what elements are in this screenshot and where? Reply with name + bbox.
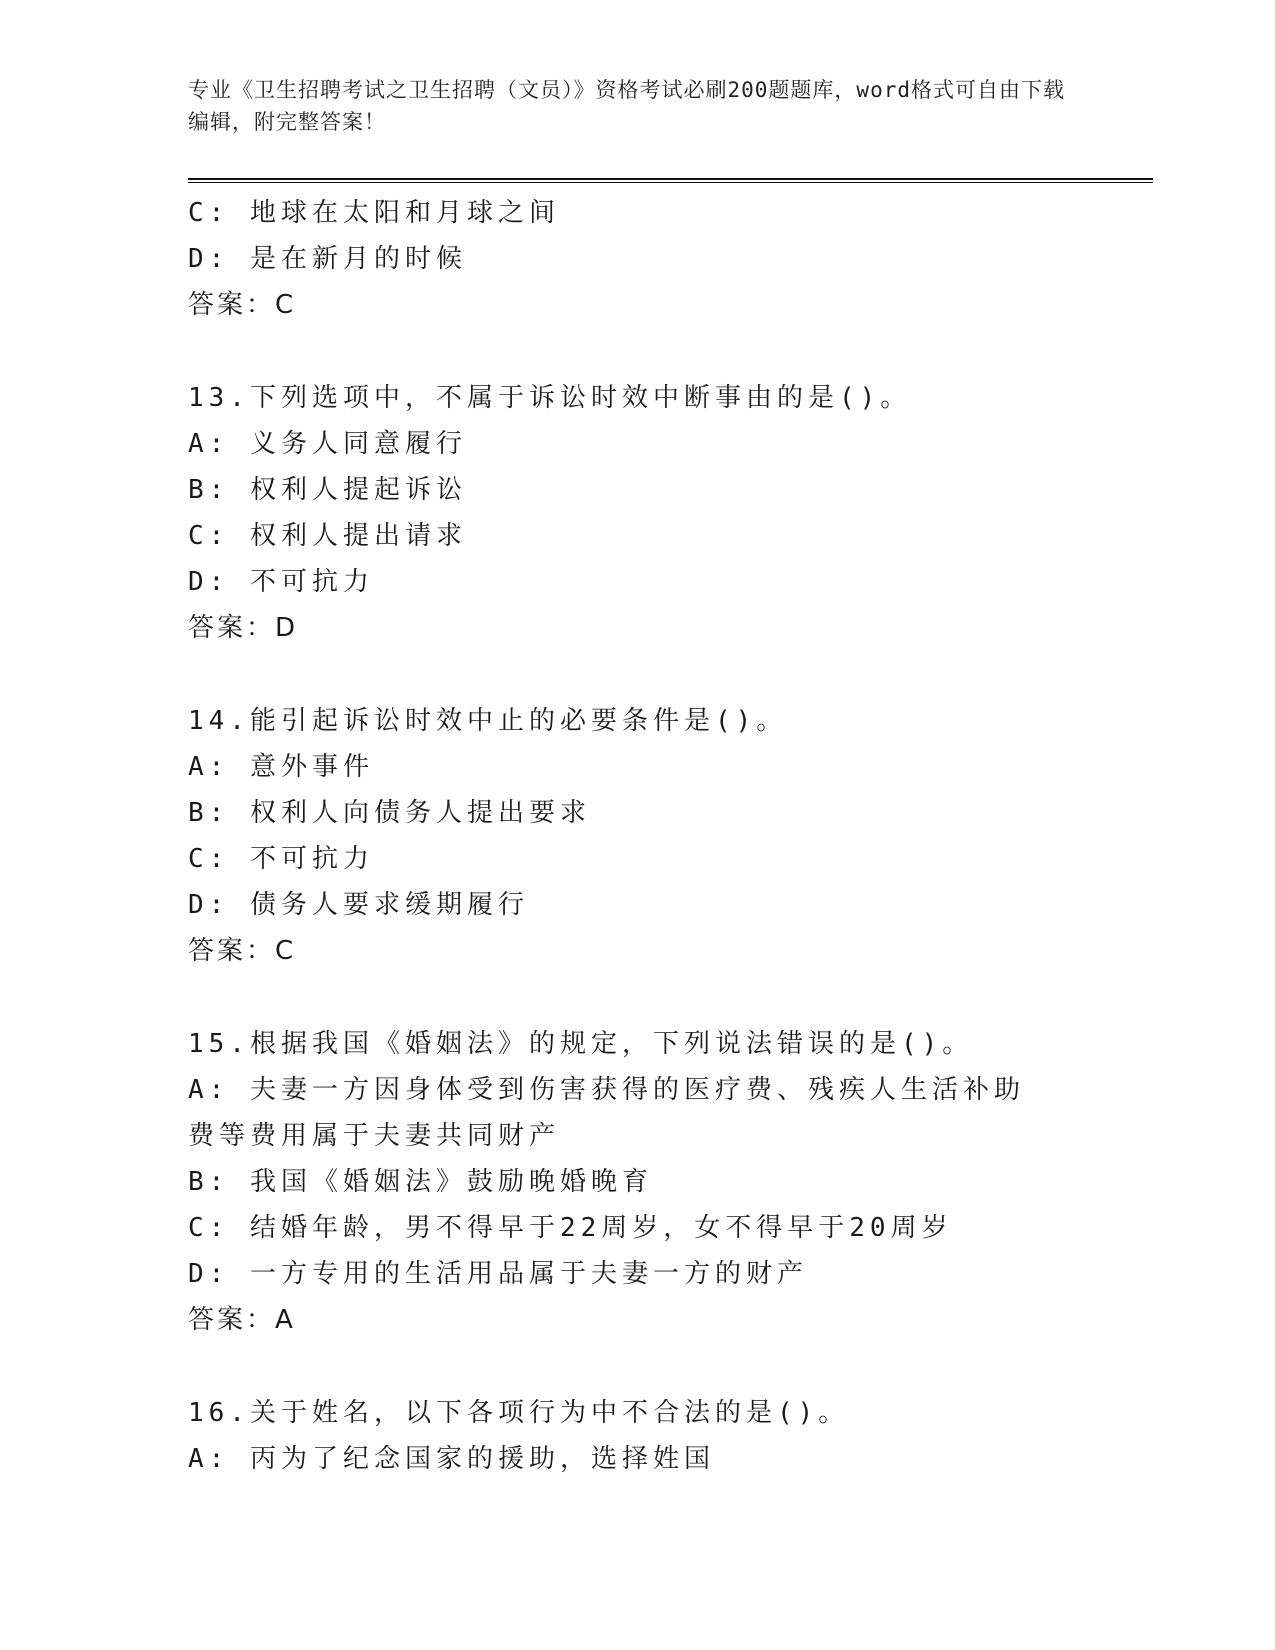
answer-line: 答案：C (188, 936, 297, 966)
spacer (188, 651, 1088, 698)
question-text: 15.根据我国《婚姻法》的规定，下列说法错误的是()。 (188, 1029, 974, 1059)
option-d: D: 是在新月的时候 (188, 244, 467, 274)
header-divider (188, 178, 1153, 183)
question-block-14 (188, 698, 1088, 974)
option-c: C: 结婚年龄，男不得早于22周岁，女不得早于20周岁 (188, 1213, 953, 1243)
answer-line: 答案：A (188, 1305, 296, 1335)
option-b: B: 我国《婚姻法》鼓励晚婚晚育 (188, 1167, 653, 1197)
document-header: 专业《卫生招聘考试之卫生招聘（文员）》资格考试必刷200题题库，word格式可自由下载编辑，附完整答案！ (188, 78, 1065, 134)
question-list (188, 190, 1088, 1482)
option-a: A: 意外事件 (188, 752, 374, 782)
option-c: C: 不可抗力 (188, 844, 374, 874)
question-block-12 (188, 190, 1088, 328)
option-c: C: 地球在太阳和月球之间 (188, 198, 560, 228)
option-d: D: 债务人要求缓期履行 (188, 890, 529, 920)
question-text: 14.能引起诉讼时效中止的必要条件是()。 (188, 706, 788, 736)
option-a: A: 义务人同意履行 (188, 429, 467, 459)
answer-line: 答案：D (188, 613, 299, 643)
option-a: A: 丙为了纪念国家的援助，选择姓国 (188, 1444, 715, 1474)
question-text: 13.下列选项中，不属于诉讼时效中断事由的是()。 (188, 383, 912, 413)
option-a: A: 夫妻一方因身体受到伤害获得的医疗费、残疾人生活补助费等费用属于夫妻共同财产 (188, 1075, 1025, 1151)
option-d: D: 不可抗力 (188, 567, 374, 597)
question-block-13 (188, 375, 1088, 651)
question-block-16 (188, 1390, 1088, 1482)
spacer (188, 1343, 1088, 1390)
option-d: D: 一方专用的生活用品属于夫妻一方的财产 (188, 1259, 808, 1289)
option-b: B: 权利人提起诉讼 (188, 475, 467, 505)
answer-line: 答案：C (188, 290, 297, 320)
option-c: C: 权利人提出请求 (188, 521, 467, 551)
option-b: B: 权利人向债务人提出要求 (188, 798, 591, 828)
spacer (188, 974, 1088, 1021)
question-text: 16.关于姓名，以下各项行为中不合法的是()。 (188, 1398, 850, 1428)
question-block-15 (188, 1021, 1088, 1343)
spacer (188, 328, 1088, 375)
